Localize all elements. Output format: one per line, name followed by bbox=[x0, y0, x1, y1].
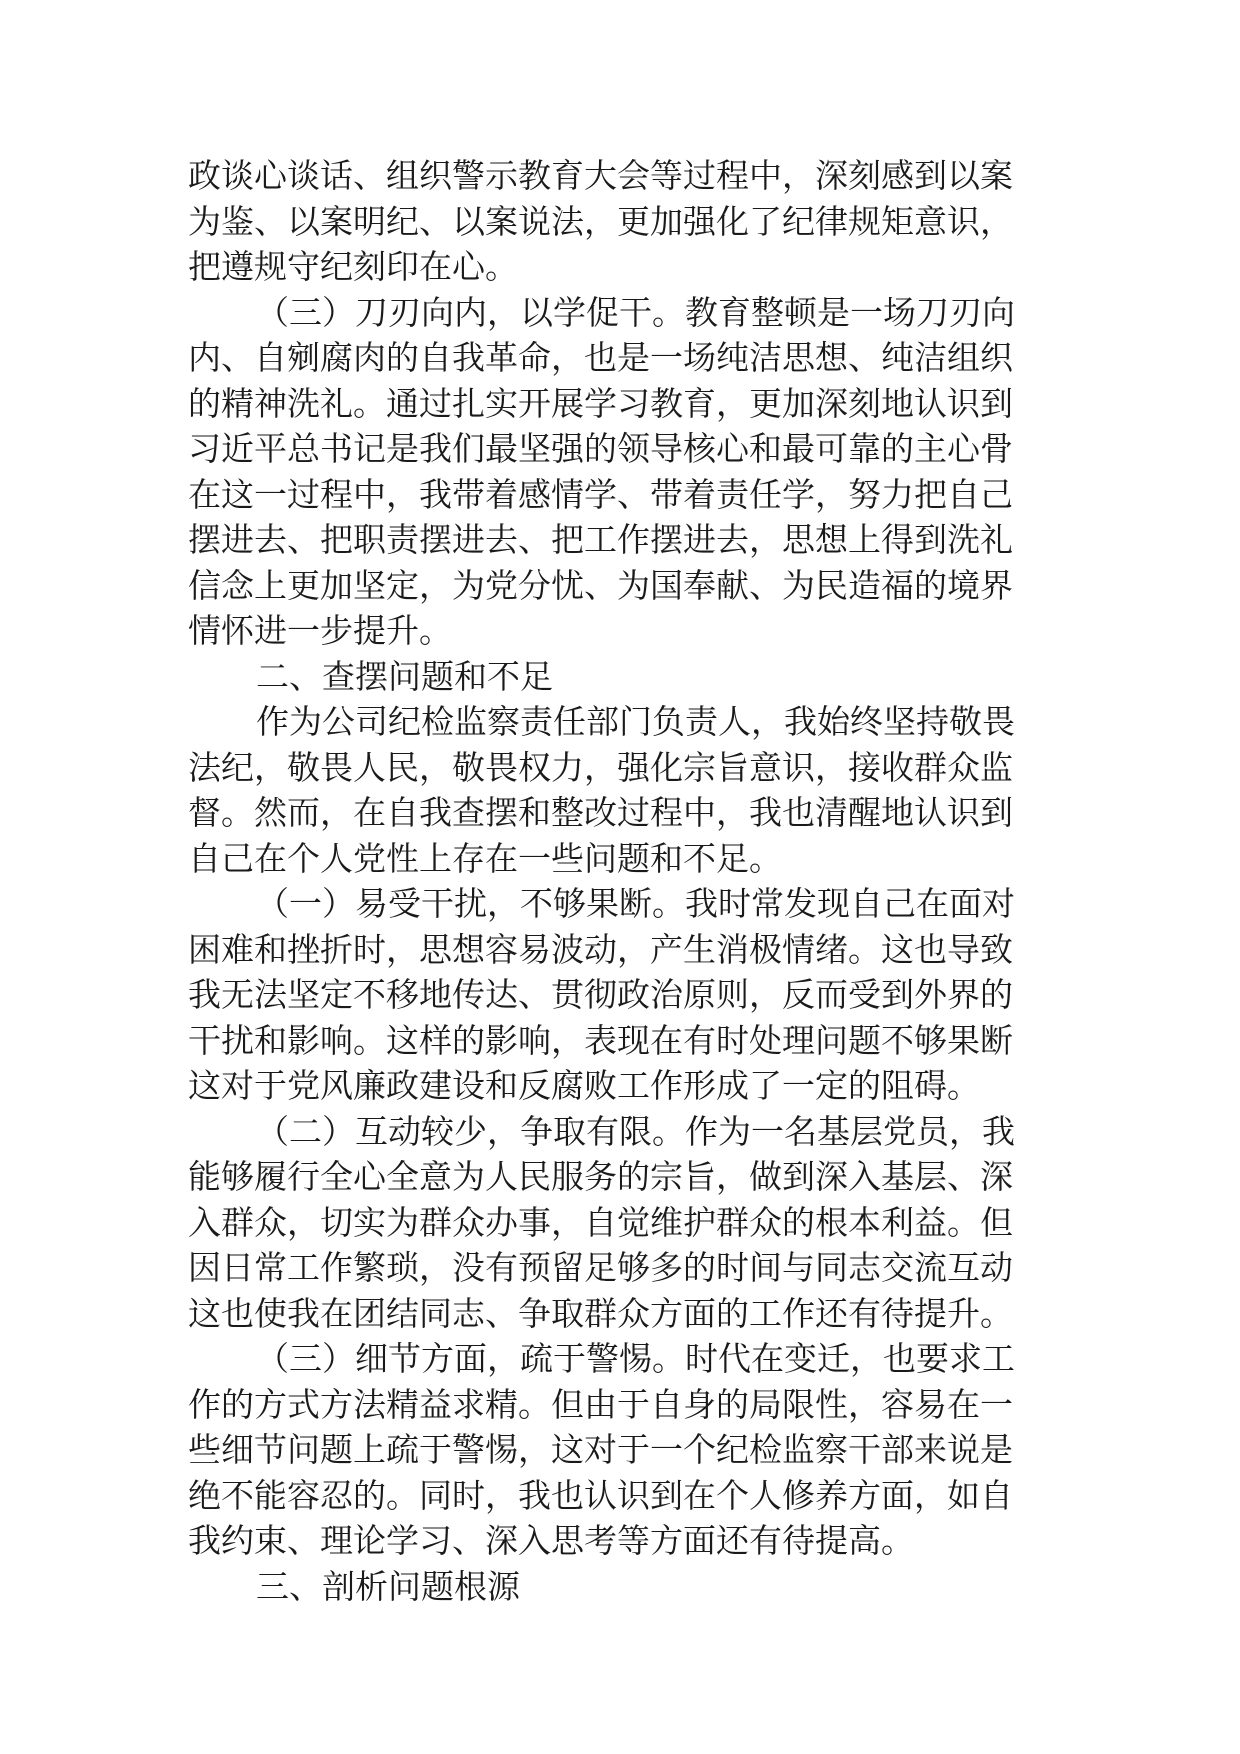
paragraph-line: 法纪，敬畏人民，敬畏权力，强化宗旨意识，接收群众监 bbox=[188, 747, 1013, 787]
paragraph-line: 督。然而，在自我查摆和整改过程中，我也清醒地认识到 bbox=[188, 793, 1013, 832]
paragraph-first-line: （二）互动较少，争取有限。作为一名基层党员，我 bbox=[256, 1111, 1015, 1151]
paragraph-line: 入群众，切实为群众办事，自觉维护群众的根本利益。但 bbox=[188, 1202, 1013, 1242]
paragraph-line: 这对于党风廉政建设和反腐败工作形成了一定的阻碍。 bbox=[188, 1066, 980, 1105]
paragraph-line: 信念上更加坚定，为党分忧、为国奉献、为民造福的境界 bbox=[188, 565, 1013, 605]
paragraph-line: 自己在个人党性上存在一些问题和不足。 bbox=[188, 838, 782, 878]
paragraph-line: 作的方式方法精益求精。但由于自身的局限性，容易在一 bbox=[188, 1384, 1013, 1424]
paragraph-first-line: 二、查摆问题和不足 bbox=[256, 656, 553, 696]
paragraph-line: 绝不能容忍的。同时，我也认识到在个人修养方面，如自 bbox=[188, 1475, 1013, 1515]
paragraph-line: 政谈心谈话、组织警示教育大会等过程中，深刻感到以案 bbox=[188, 156, 1013, 195]
paragraph-line: 摆进去、把职责摆进去、把工作摆进去，思想上得到洗礼 bbox=[188, 520, 1013, 559]
paragraph-line: 为鉴、以案明纪、以案说法，更加强化了纪律规矩意识， bbox=[188, 201, 1013, 241]
paragraph-line: 困难和挫折时，思想容易波动，产生消极情绪。这也导致 bbox=[188, 929, 1013, 969]
paragraph-first-line: 三、剖析问题根源 bbox=[256, 1566, 520, 1606]
paragraph-line: 把遵规守纪刻印在心。 bbox=[188, 247, 518, 286]
paragraph-line: 干扰和影响。这样的影响，表现在有时处理问题不够果断 bbox=[188, 1020, 1013, 1060]
paragraph-first-line: （三）细节方面，疏于警惕。时代在变迁，也要求工 bbox=[256, 1339, 1015, 1378]
paragraph-line: 我无法坚定不移地传达、贯彻政治原则，反而受到外界的 bbox=[188, 975, 1013, 1014]
paragraph-first-line: （一）易受干扰，不够果断。我时常发现自己在面对 bbox=[256, 884, 1015, 923]
document-body bbox=[188, 153, 1060, 1609]
paragraph-line: 内、自剜腐肉的自我革命，也是一场纯洁思想、纯洁组织 bbox=[188, 338, 1013, 377]
paragraph-line: 我约束、理论学习、深入思考等方面还有待提高。 bbox=[188, 1521, 914, 1560]
paragraph-line: 的精神洗礼。通过扎实开展学习教育，更加深刻地认识到 bbox=[188, 383, 1013, 423]
paragraph-first-line: （三）刀刃向内，以学促干。教育整顿是一场刀刃向 bbox=[256, 292, 1015, 332]
paragraph-first-line: 作为公司纪检监察责任部门负责人，我始终坚持敬畏 bbox=[256, 702, 1015, 741]
paragraph-line: 习近平总书记是我们最坚强的领导核心和最可靠的主心骨 bbox=[188, 429, 1013, 468]
paragraph-line: 情怀进一步提升。 bbox=[188, 611, 452, 650]
paragraph-line: 些细节问题上疏于警惕，这对于一个纪检监察干部来说是 bbox=[188, 1430, 1013, 1469]
paragraph-line: 能够履行全心全意为人民服务的宗旨，做到深入基层、深 bbox=[188, 1157, 1013, 1196]
paragraph-line: 因日常工作繁琐，没有预留足够多的时间与同志交流互动 bbox=[188, 1248, 1013, 1287]
paragraph-line: 在这一过程中，我带着感情学、带着责任学，努力把自己 bbox=[188, 474, 1013, 514]
paragraph-line: 这也使我在团结同志、争取群众方面的工作还有待提升。 bbox=[188, 1293, 1013, 1333]
